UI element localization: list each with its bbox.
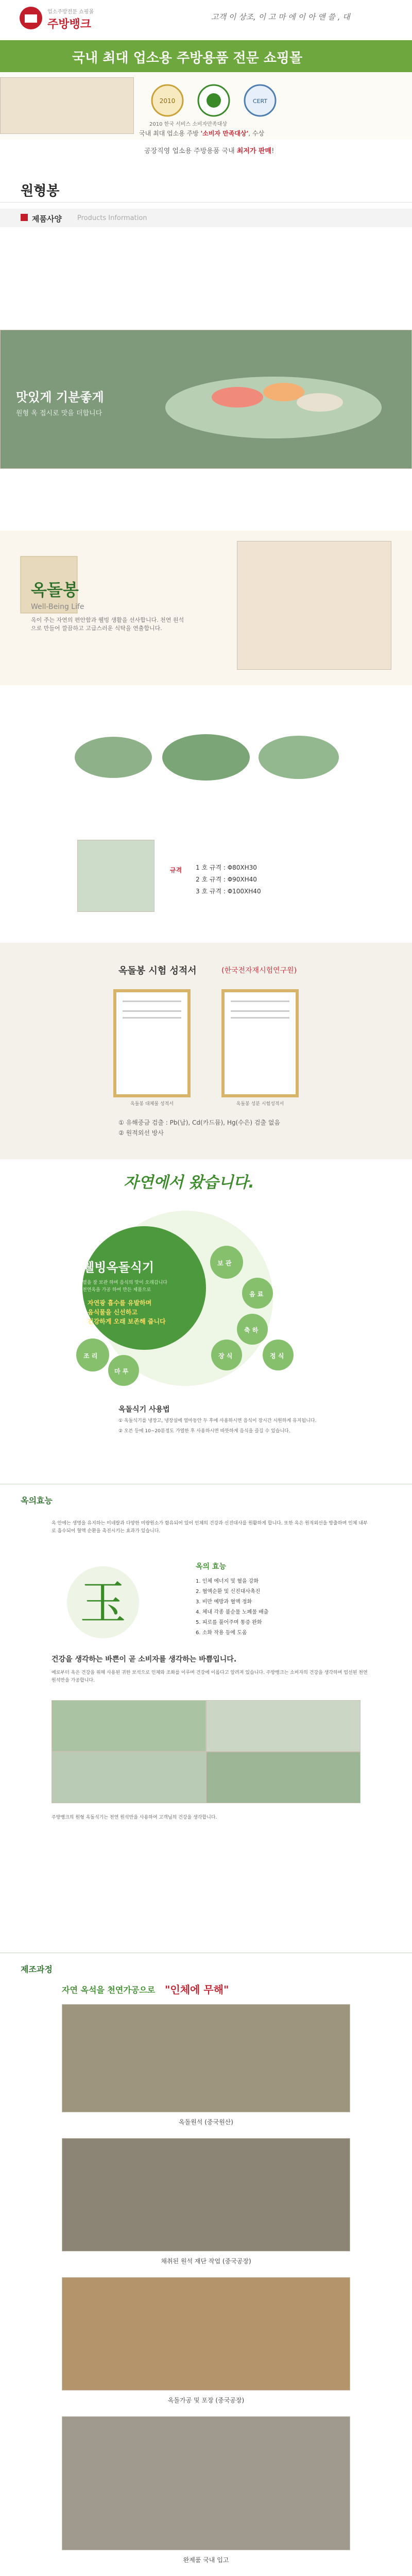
cert-document-1[interactable] xyxy=(113,989,191,1097)
cert-org: (한국전자재시험연구원) xyxy=(221,967,297,975)
jade-photo-1 xyxy=(52,1700,206,1752)
effects-list xyxy=(196,1577,381,1636)
nature-banner: 자연에서 왔습니다. xyxy=(124,1174,254,1192)
okdol-title: 옥돌봉 xyxy=(31,580,79,600)
keyword: 마 루 xyxy=(114,1368,129,1375)
keyword: 음 료 xyxy=(249,1291,264,1298)
jade-stone-illustration xyxy=(72,721,340,788)
jade-stones xyxy=(0,690,412,819)
keyword: 정 식 xyxy=(270,1352,284,1360)
process-photo-4 xyxy=(62,2416,350,2550)
spec-row: 3 호 규격 : Φ100XH40 xyxy=(196,888,261,895)
effects-label: 옥의효능 xyxy=(21,1496,53,1505)
award-text-3: , 수상 xyxy=(248,130,265,137)
award-text-2: '소비자 만족대상' xyxy=(200,130,249,137)
brand-logo[interactable] xyxy=(15,5,108,36)
spec-label: 규격 xyxy=(170,867,182,874)
logo-name: 주방뱅크 xyxy=(47,18,92,31)
nature-section xyxy=(0,1164,412,1473)
cert-note: ① 유해중금 검출 : Pb(납), Cd(카드뮴), Hg(수은) 검출 없음 xyxy=(118,1119,280,1126)
cert-title: 옥돌봉 시험 성적서 xyxy=(118,965,197,976)
spec-row: 1 호 규격 : Φ80XH30 xyxy=(196,864,257,871)
banner-title: 국내 최대 업소용 주방용품 전문 쇼핑몰 xyxy=(72,50,303,66)
spec-list xyxy=(196,863,330,895)
effects-intro: 옥 안에는 생명을 유지하는 미네랄과 다양한 미량원소가 함유되어 있어 인체의 건강과 신진대사를 원활하게 합니다. 또한 옥은 원적외선을 방출하며 인체 내부로 흡수되어 혈액 순환을 촉진시키는 효과가 있습니다. xyxy=(52,1521,368,1534)
effects-section xyxy=(0,1484,412,1947)
process-photo-2 xyxy=(62,2138,350,2251)
use-line: ① 옥돌식기를 냉장고, 냉장실에 얼마동안 두 후에 사용하시면 음식이 장시간 시원하게 유지됩니다. xyxy=(118,1418,317,1423)
cert-doc2-caption: 옥돌봉 성분 시험성적서 xyxy=(236,1101,284,1107)
cert-section xyxy=(0,943,412,1159)
okdol-subtitle: Well-Being Life xyxy=(31,603,84,611)
process-photo-1 xyxy=(62,2004,350,2112)
certification-icon xyxy=(242,82,278,118)
award-text-second-line xyxy=(144,145,274,155)
circle-sub1: 열을 잘 보관 하며 음식의 맛이 오래갑니다 xyxy=(82,1280,167,1285)
award-text-6: ! xyxy=(271,147,274,155)
effects-item: 5. 피로를 풀어주며 통증 완화 xyxy=(196,1620,262,1625)
circle-sub2: 천연옥을 가공 하여 만든 제품으로 xyxy=(82,1287,151,1293)
process-section xyxy=(0,1953,412,2576)
process-banner-quote: "인체에 무해" xyxy=(165,1984,229,1996)
cert-doc1-caption: 옥돌봉 대체물 성적서 xyxy=(130,1101,174,1107)
circle-line: 건강하게 오래 보존해 줍니다 xyxy=(88,1318,166,1325)
jade-photo-4 xyxy=(206,1752,360,1803)
process-caption: 옥돌가공 및 포장 (중국공장) xyxy=(167,2397,245,2404)
award-text-5: 최저가 판매 xyxy=(236,147,272,155)
keyword: 조 리 xyxy=(83,1352,98,1360)
cert-note: ② 원적외선 방사 xyxy=(118,1129,164,1137)
info-en: Products Information xyxy=(77,214,147,222)
keyword: 축 하 xyxy=(244,1327,259,1334)
keyword-bubbles-illustration xyxy=(31,1200,381,1396)
hero-headline: 맛있게 기분좋게 xyxy=(16,390,104,404)
circle-line: 음식물을 신선하고 xyxy=(88,1309,138,1316)
circle-title: 웰빙옥돌식기 xyxy=(82,1260,154,1275)
process-caption: 옥돌원석 (중국원산) xyxy=(179,2119,233,2126)
keyword: 보 관 xyxy=(217,1260,232,1267)
awards-strip xyxy=(0,72,412,139)
award-seal-icon xyxy=(196,82,232,118)
slogan: 고객 이 상조, 이 고 마 에 이 아 앤 쓸 , 대 xyxy=(211,12,350,22)
effects-list-title: 옥의 효능 xyxy=(196,1563,226,1571)
effects-headline: 건강을 생각하는 바쁜이 곧 소비자를 생각하는 바쁨입니다. xyxy=(52,1655,237,1664)
process-label: 제조과정 xyxy=(21,1964,53,1974)
spec-row: 2 호 규격 : Φ90XH40 xyxy=(196,876,257,883)
header xyxy=(0,0,412,139)
bullet-icon xyxy=(21,214,28,221)
jade-character-icon xyxy=(62,1561,144,1643)
logo-mark-icon xyxy=(15,5,46,31)
hero-subline: 원형 옥 접시로 맛을 더합니다 xyxy=(16,410,102,417)
svg-text:CERT: CERT xyxy=(252,98,268,105)
spec-jade-photo xyxy=(77,840,154,912)
product-name: 원형봉 xyxy=(21,183,60,199)
hero-photo xyxy=(0,330,412,469)
award-text xyxy=(139,129,407,138)
process-caption: 완제품 국내 입고 xyxy=(183,2556,229,2564)
jade-photo-2 xyxy=(206,1700,360,1752)
cert-document-2[interactable] xyxy=(221,989,299,1097)
svg-text:玉: 玉 xyxy=(80,1576,126,1630)
okdol-desc: 옥이 주는 자연의 편안함과 웰빙 생활을 선사합니다. 천연 원석으로 만들어 깔끔하고 고급스러운 식탁을 연출합니다. xyxy=(31,617,184,632)
keyword: 장 식 xyxy=(218,1352,233,1360)
okdol-intro xyxy=(0,531,412,685)
process-photo-3 xyxy=(62,2277,350,2391)
process-caption: 채취된 원석 재단 작업 (중국공장) xyxy=(161,2258,251,2265)
plate-photo xyxy=(0,77,134,134)
jade-photo-3 xyxy=(52,1752,206,1803)
info-label: 제품사양 xyxy=(32,214,62,224)
okdol-dish-photo xyxy=(237,541,391,670)
award-text-1: 국내 최대 업소용 주방 xyxy=(139,130,201,137)
use-title: 옥돌식기 사용법 xyxy=(118,1405,170,1414)
effects-item: 6. 소화 작용 등에 도움 xyxy=(196,1630,247,1636)
sushi-plate-illustration xyxy=(155,351,392,444)
info-bar xyxy=(0,209,412,227)
use-line: ② 오븐 등에 10~20분정도 가열한 후 사용하시면 따뜻하게 음식을 즐길 수 있습니다. xyxy=(118,1429,290,1434)
award-badge-icon xyxy=(149,82,185,118)
effects-body: 예로부터 옥은 건강을 위해 사용된 귀한 보석으로 인체와 조화를 이루며 건강에 이롭다고 알려져 있습니다. 주방뱅크는 소비자의 건강을 생각하며 엄선된 천연 원석만을 가공합니다. xyxy=(52,1670,368,1683)
process-banner-pre: 자연 옥석을 천연가공으로 xyxy=(62,1985,156,1995)
banner xyxy=(0,40,412,72)
effects-item: 2. 혈액순환 및 신진대사촉진 xyxy=(196,1589,261,1595)
effects-item: 1. 인체 에너지 및 혈을 강화 xyxy=(196,1579,259,1584)
effects-item: 4. 체내 각종 불순물 노폐물 배출 xyxy=(196,1609,269,1615)
effects-footnote: 주방뱅크의 원형 옥돌식기는 천연 원석만을 사용하여 고객님의 건강을 생각합니다. xyxy=(52,1815,217,1820)
specs-section xyxy=(0,835,412,927)
circle-line: 자연광 흡수를 유발하며 xyxy=(88,1299,152,1307)
logo-tagline: 업소주방전문 쇼핑몰 xyxy=(47,9,94,15)
award-caption: 2010 한국 서비스 소비자만족대상 xyxy=(149,122,227,127)
effects-item: 3. 비만 예방과 혈액 정화 xyxy=(196,1599,252,1605)
award-text-4: 공장직영 업소용 주방용품 국내 xyxy=(144,147,237,155)
svg-text:2010: 2010 xyxy=(159,97,176,105)
